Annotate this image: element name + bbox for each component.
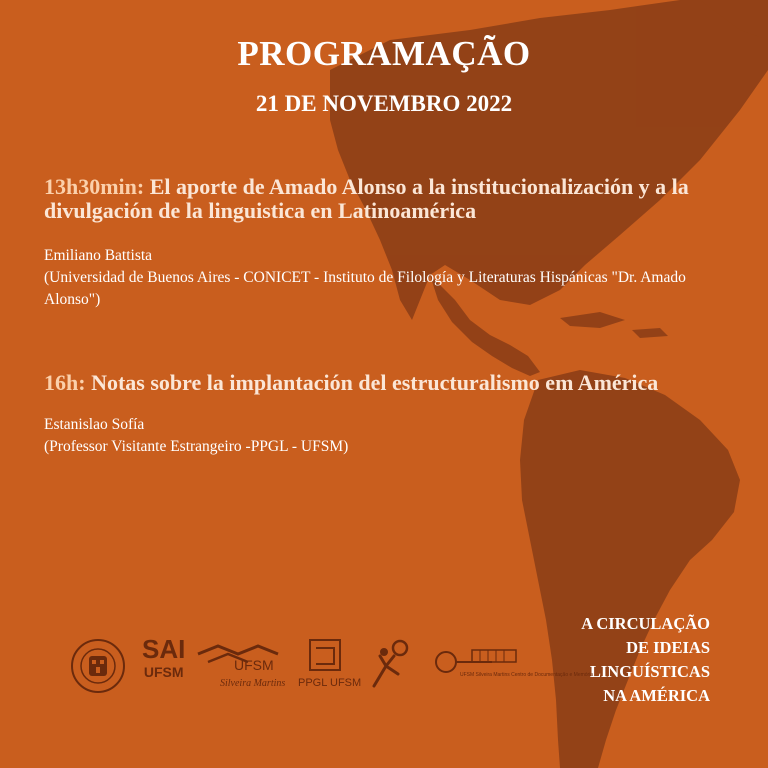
logos-row — [70, 628, 594, 698]
session-2-speaker-affiliation: (Professor Visitante Estrangeiro -PPGL - UFSM) — [44, 438, 349, 455]
session-2 — [44, 371, 734, 458]
session-1 — [44, 175, 734, 311]
session-1-heading — [44, 175, 734, 223]
centro-documentacao-logo — [432, 646, 594, 690]
event-name-line-3: LINGUÍSTICAS — [589, 662, 710, 681]
session-2-speaker-block — [44, 414, 734, 458]
page-title: PROGRAMAÇÃO — [237, 34, 531, 73]
ufsm-silveira-martins-logo — [196, 640, 288, 690]
sai-logo-line-1: SAI — [142, 634, 186, 664]
event-date: 21 DE NOVEMBRO 2022 — [255, 91, 513, 116]
sai-logo-line-2: UFSM — [143, 664, 184, 680]
session-1-speaker-block — [44, 245, 734, 311]
sai-ufsm-logo — [142, 636, 185, 679]
thinking-figure-logo — [368, 638, 414, 690]
event-name-line-1: A CIRCULAÇÃO — [581, 614, 710, 633]
session-2-time: 16h: — [44, 370, 86, 395]
caribbean-island-shape — [560, 312, 625, 328]
session-2-speaker-name: Estanislao Sofía — [44, 416, 145, 433]
session-1-time: 13h30min: — [44, 174, 145, 199]
event-name — [520, 612, 710, 708]
session-2-title: Notas sobre la implantación del estructuralismo em América — [91, 370, 659, 395]
ppgl-logo-label: PPGL UFSM — [298, 677, 362, 689]
session-1-speaker-name: Emiliano Battista — [44, 247, 153, 264]
session-2-heading — [44, 371, 734, 395]
ufsm-logo-label: UFSM — [234, 657, 274, 673]
session-1-speaker-affiliation: (Universidad de Buenos Aires - CONICET - Instituto de Filología y Literaturas Hispánicas "Dr. Amado Alonso") — [44, 269, 686, 308]
session-1-title: El aporte de Amado Alonso a la institucionalización y a la divulgación de la linguistica en Latinoamérica — [44, 174, 689, 223]
university-seal-logo — [70, 638, 126, 694]
cdm-logo-label: UFSM Silveira Martins Centro de Documentação e Memória — [460, 672, 594, 678]
ppgl-ufsm-logo — [298, 638, 360, 692]
silveira-logo-label: Silveira Martins — [220, 678, 286, 689]
caribbean-island-shape — [632, 328, 668, 338]
event-name-line-2: DE IDEIAS — [626, 638, 710, 657]
event-name-line-4: NA AMÉRICA — [603, 686, 710, 705]
